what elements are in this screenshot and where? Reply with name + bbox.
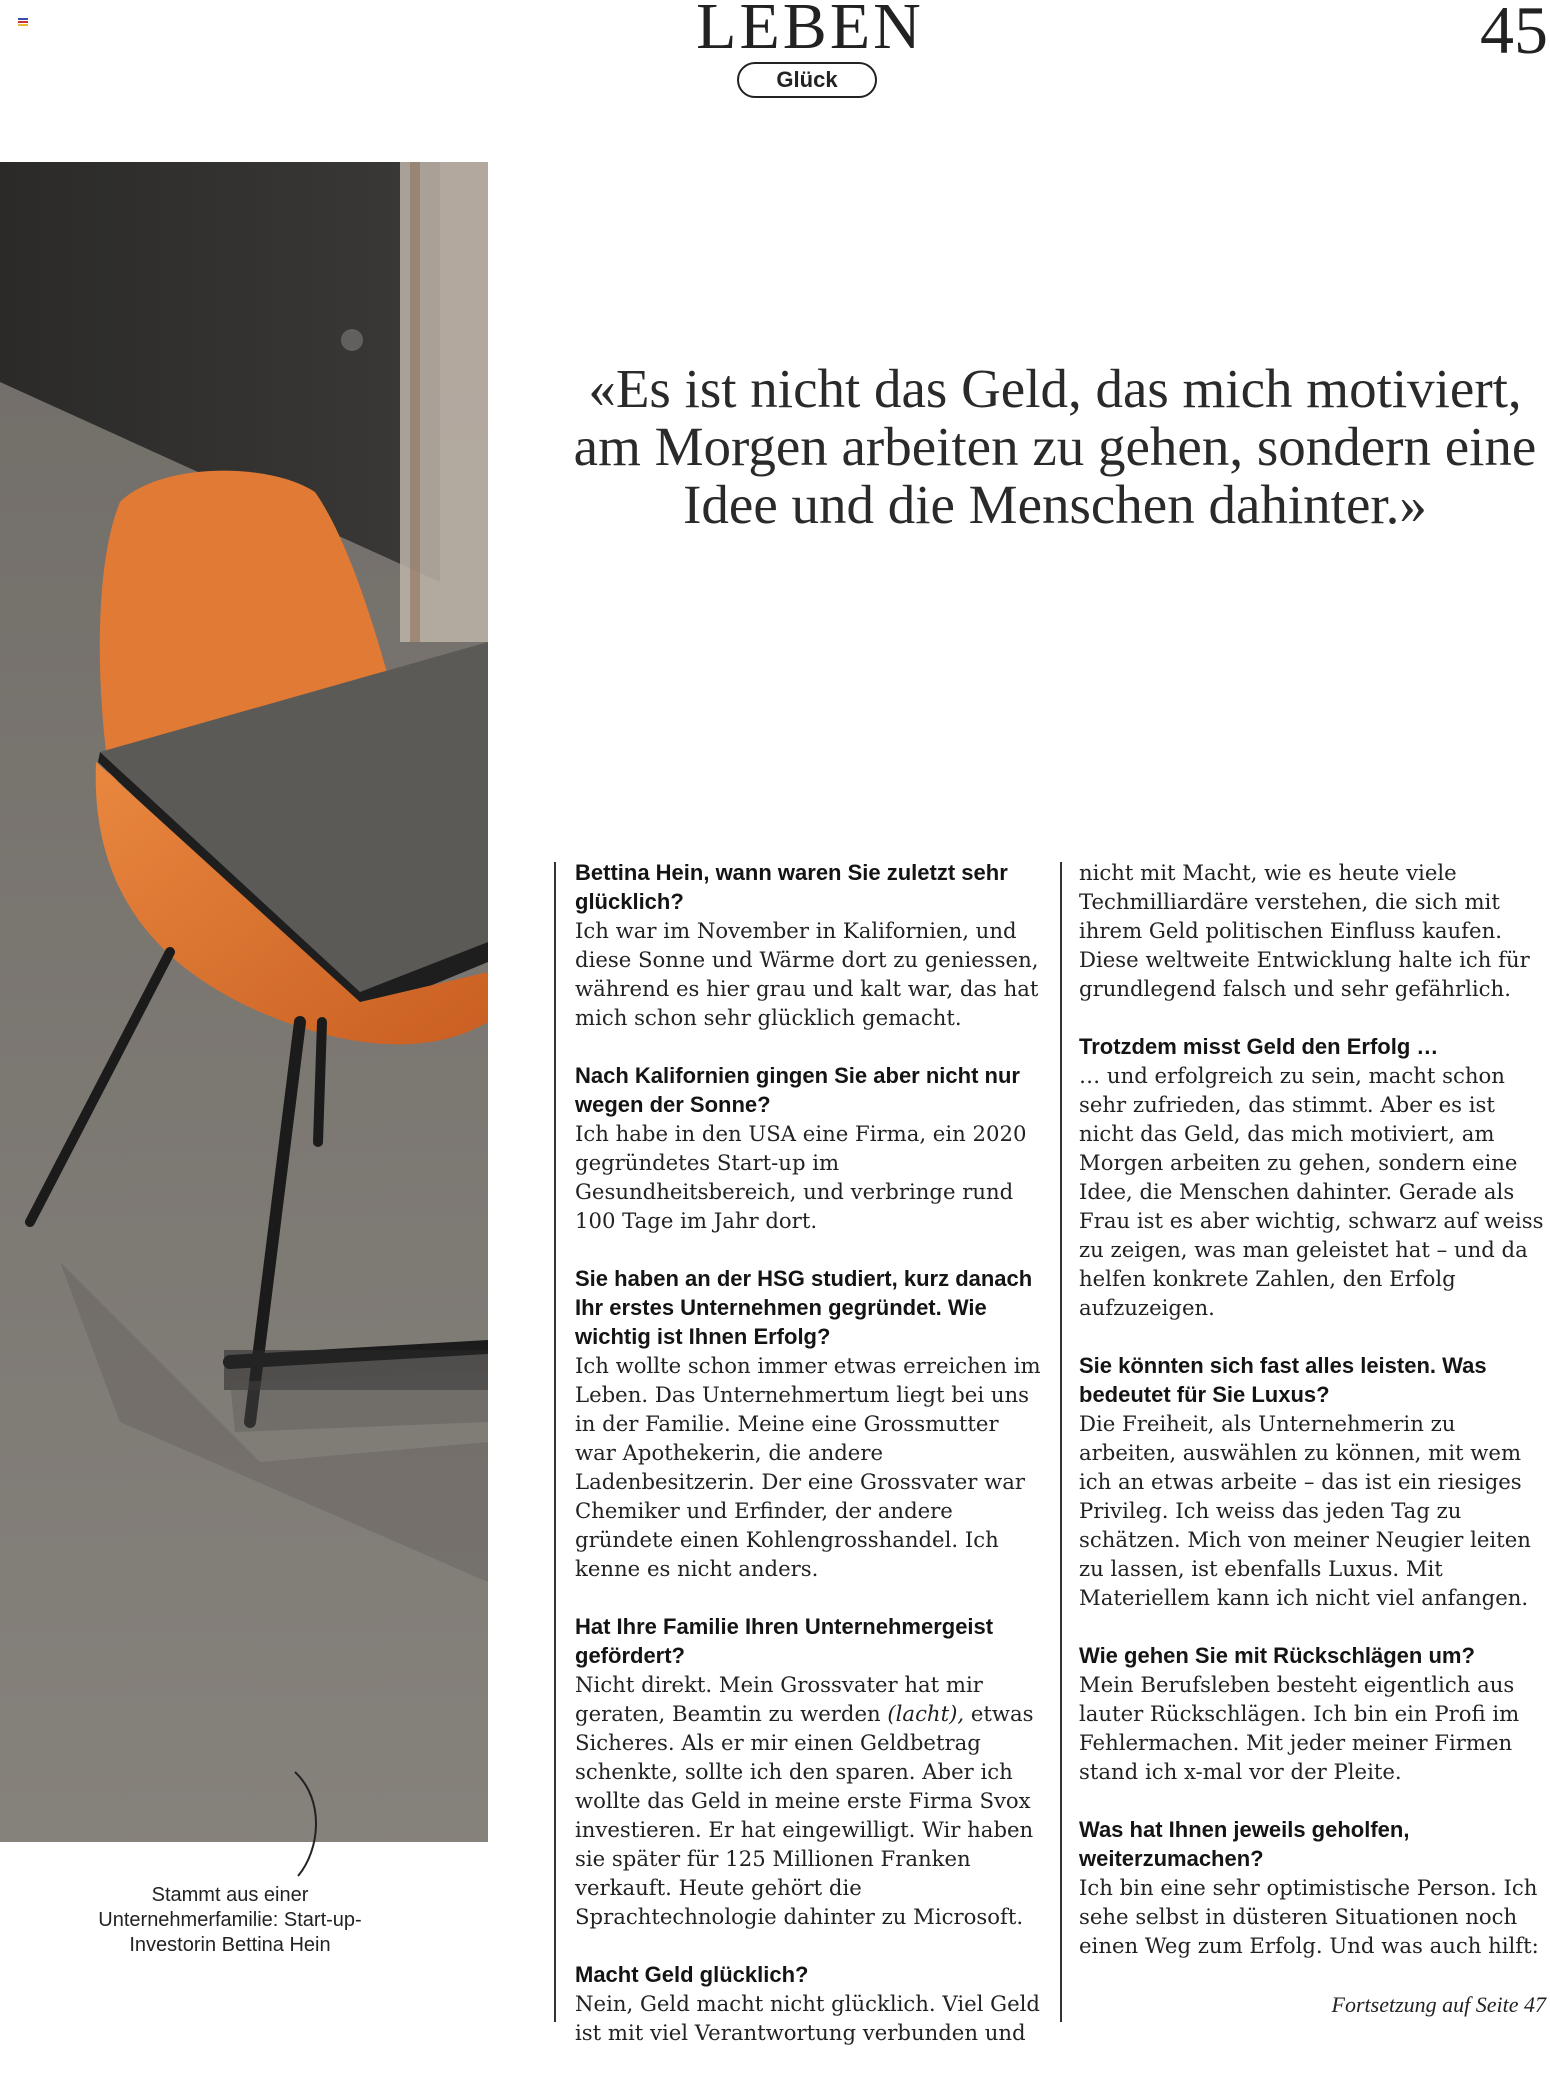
pull-quote-line: Idee und die Menschen dahinter.» xyxy=(683,474,1427,535)
caption-pointer-line xyxy=(270,1770,330,1880)
interview-question: Sie haben an der HSG studiert, kurz danach Ihr erstes Unternehmen gegründet. Wie wichtig ist Ihnen Erfolg? xyxy=(575,1266,1033,1349)
interview-question: Sie könnten sich fast alles leisten. Was bedeutet für Sie Luxus? xyxy=(1079,1353,1487,1407)
interview-question: Wie gehen Sie mit Rückschlägen um? xyxy=(1079,1643,1475,1668)
section-title: LEBEN xyxy=(696,0,924,63)
interview-aside: (lacht), xyxy=(887,1701,965,1726)
interview-answer: Nicht direkt. Mein Grossvater hat mir geraten, Beamtin zu werden xyxy=(575,1672,983,1726)
pull-quote-line: «Es ist nicht das Geld, das mich motiviert, xyxy=(588,358,1522,419)
column-rule xyxy=(554,862,556,2022)
interview-column-1 xyxy=(575,858,1045,2076)
pull-quote-line: am Morgen arbeiten zu gehen, sondern eine xyxy=(573,416,1537,477)
continued-on-page: Fortsetzung auf Seite 47 xyxy=(1331,1992,1546,2017)
interview-question: Trotzdem misst Geld den Erfolg … xyxy=(1079,1034,1439,1059)
section-badge: Glück xyxy=(737,62,877,98)
interview-answer: Ich habe in den USA eine Firma, ein 2020 gegründetes Start-up im Gesundheitsbereich, und verbringe rund 100 Tage im Jahr dort. xyxy=(575,1121,1027,1233)
column-rule xyxy=(1060,862,1062,2022)
interview-question: Was hat Ihnen jeweils geholfen, weiterzumachen? xyxy=(1079,1817,1410,1871)
interview-answer: Mein Berufsleben besteht eigentlich aus lauter Rückschlägen. Ich bin ein Profi im Fehlermachen. Mit jeder meiner Firmen stand ich x-mal vor der Pleite. xyxy=(1079,1672,1520,1784)
interview-column-2 xyxy=(1079,858,1549,1989)
interview-answer: Nein, Geld macht nicht glücklich. Viel Geld ist mit viel Verantwortung verbunden und xyxy=(575,1991,1040,2045)
interview-question: Hat Ihre Familie Ihren Unternehmergeist gefördert? xyxy=(575,1614,994,1668)
flag-icon xyxy=(18,18,28,26)
interview-answer: etwas Sicheres. Als er mir einen Geldbetrag schenkte, sollte ich den sparen. Aber ich wollte das Geld in meine erste Firma Svox investieren. Er hat eingewilligt. Wir haben sie später für 125 Millionen Franken verkauft. Heute gehört die Sprachtechnologie dahinter zu Microsoft. xyxy=(575,1701,1034,1929)
interview-answer: Ich war im November in Kalifornien, und diese Sonne und Wärme dort zu geniessen, während es hier grau und kalt war, das hat mich schon sehr glücklich gemacht. xyxy=(575,918,1039,1030)
interview-answer: Ich wollte schon immer etwas erreichen im Leben. Das Unternehmertum liegt bei uns in der Familie. Meine eine Grossmutter war Apothekerin, die andere Ladenbesitzerin. Der eine Grossvater war Chemiker und Erfinder, der andere gründete einen Kohlengrosshandel. Ich kenne es nicht anders. xyxy=(575,1353,1041,1581)
page-number: 45 xyxy=(1480,0,1548,68)
interview-question: Bettina Hein, wann waren Sie zuletzt sehr glücklich? xyxy=(575,860,1008,914)
pull-quote xyxy=(565,360,1545,534)
interview-answer: Die Freiheit, als Unternehmerin zu arbeiten, auswählen zu können, mit wem ich an etwas arbeite – das ist ein riesiges Privileg. Ich weiss das jeden Tag zu schätzen. Mich von meiner Neugier leiten zu lassen, ist ebenfalls Luxus. Mit Materiellem kann ich nicht viel anfangen. xyxy=(1079,1411,1531,1610)
photo-caption: Stammt aus einer Unternehmerfamilie: Start-up-Investorin Bettina Hein xyxy=(98,1884,362,1956)
interview-answer: nicht mit Macht, wie es heute viele Techmilliardäre verstehen, die sich mit ihrem Geld politischen Einfluss kaufen. Diese weltweite Entwicklung halte ich für grundlegend falsch und sehr gefährlich. xyxy=(1079,860,1530,1001)
portrait-photo xyxy=(0,162,488,1842)
interview-question: Nach Kalifornien gingen Sie aber nicht nur wegen der Sonne? xyxy=(575,1063,1020,1117)
interview-question: Macht Geld glücklich? xyxy=(575,1962,809,1987)
interview-answer: Ich bin eine sehr optimistische Person. Ich sehe selbst in düsteren Situationen noch einen Weg zum Erfolg. Und was auch hilft: xyxy=(1079,1875,1539,1958)
interview-answer: … und erfolgreich zu sein, macht schon sehr zufrieden, das stimmt. Aber es ist nicht das Geld, das mich motiviert, am Morgen arbeiten zu gehen, sondern eine Idee, die Menschen dahinter. Gerade als Frau ist es aber wichtig, schwarz auf weiss zu zeigen, was man geleistet hat – und da helfen konkrete Zahlen, den Erfolg aufzuzeigen. xyxy=(1079,1063,1544,1320)
